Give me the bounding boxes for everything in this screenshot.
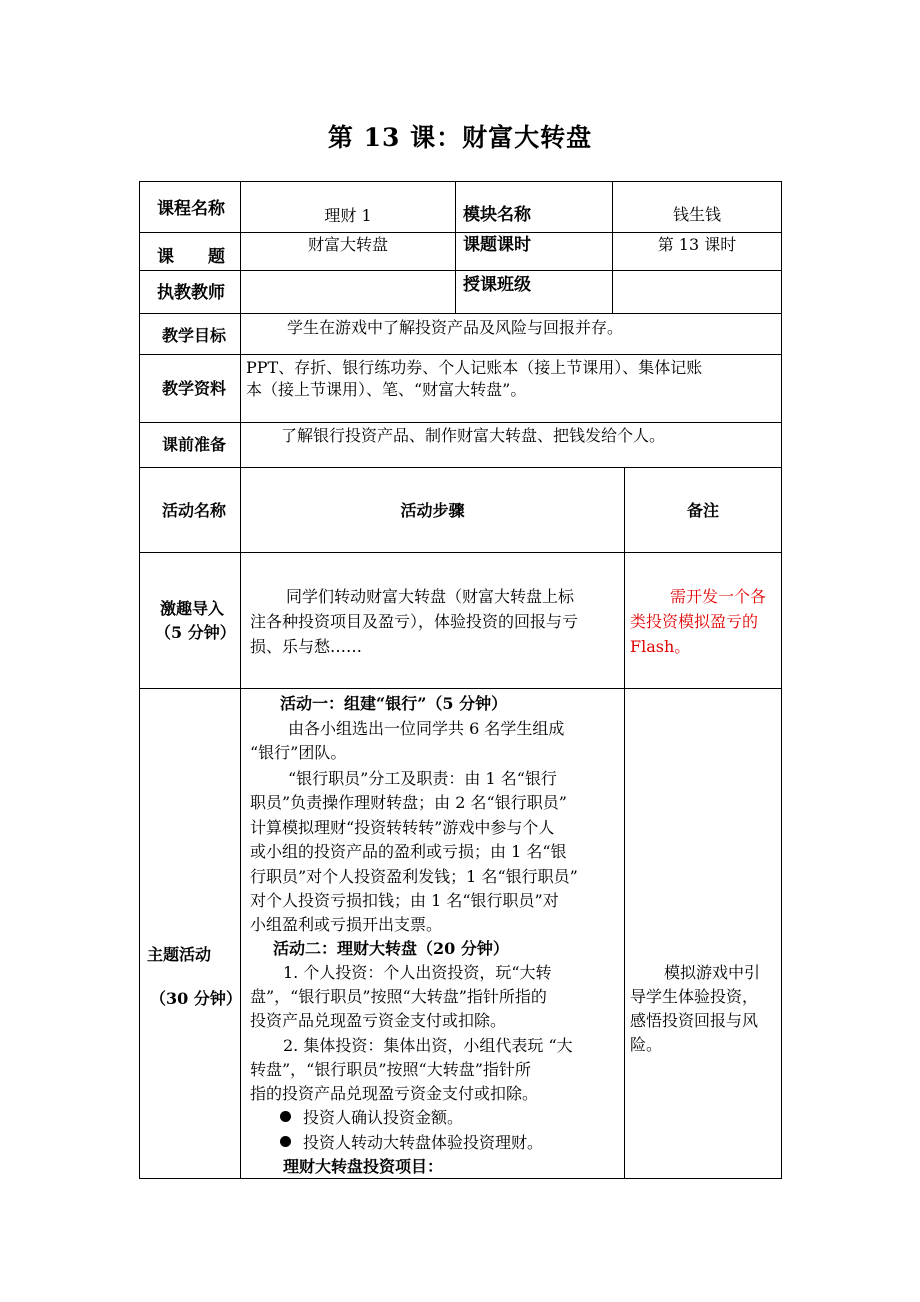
row-divider: [140, 232, 781, 233]
row-divider: [140, 467, 781, 468]
bullet-icon: [280, 1136, 291, 1147]
activity1-line: 由各小组选出一位同学共 6 名学生组成: [288, 719, 565, 738]
intro-duration: （5 分钟）: [155, 623, 236, 642]
intro-steps-line2: 注各种投资项目及盈亏），体验投资的回报与亏: [250, 612, 579, 631]
lesson-plan-table: [139, 181, 782, 1179]
topic-label: 课 题: [157, 247, 225, 267]
main-activity-duration: （30 分钟）: [150, 989, 242, 1008]
activity2-line: 转盘”，“银行职员”按照“大转盘”指针所: [250, 1060, 531, 1079]
col-divider: [624, 467, 625, 1179]
row-divider: [140, 688, 781, 689]
bullet-text: 投资人转动大转盘体验投资理财。: [303, 1133, 544, 1152]
col-divider: [240, 182, 241, 1179]
materials-line1: PPT、存折、银行练功券、个人记账本（接上节课用）、集体记账: [246, 358, 703, 377]
bullet-item: [280, 1132, 543, 1154]
prep-label: 课前准备: [162, 435, 227, 454]
objectives-label: 教学目标: [162, 326, 227, 345]
intro-name: 激趣导入: [160, 599, 225, 618]
hours-label: 课题课时: [463, 235, 531, 255]
intro-note-line3: Flash。: [630, 637, 691, 656]
teacher-label: 执教教师: [157, 283, 225, 303]
materials-label: 教学资料: [162, 379, 227, 398]
row-divider: [140, 354, 781, 355]
main-activity-name: 主题活动: [147, 945, 212, 964]
activity1-line: 或小组的投资产品的盈利或亏损；由 1 名“银: [250, 842, 567, 861]
row-divider: [140, 313, 781, 314]
activity1-line: 对个人投资亏损扣钱；由 1 名“银行职员”对: [250, 891, 559, 910]
intro-note-line1: 需开发一个各: [670, 587, 767, 606]
activity1-line: 计算模拟理财“投资转转转”游戏中参与个人: [250, 818, 555, 837]
module-label: 模块名称: [463, 205, 531, 225]
activity-steps-header: 活动步骤: [400, 501, 465, 520]
activity1-line: “银行”团队。: [250, 743, 347, 762]
activity2-line: 投资产品兑现盈亏资金支付或扣除。: [250, 1011, 507, 1030]
activity1-line: 职员”负责操作理财转盘；由 2 名“银行职员”: [250, 793, 567, 812]
bullet-text: 投资人确认投资金额。: [303, 1108, 464, 1127]
topic-value: 财富大转盘: [307, 235, 388, 254]
activity1-line: 小组盈利或亏损开出支票。: [250, 915, 443, 934]
main-note-line: 导学生体验投资，: [630, 987, 759, 1006]
main-note-line: 险。: [630, 1035, 663, 1054]
row-divider: [140, 422, 781, 423]
projects-title: 理财大转盘投资项目：: [283, 1157, 444, 1176]
prep-text: 了解银行投资产品、制作财富大转盘、把钱发给个人。: [281, 426, 666, 445]
row-divider: [140, 552, 781, 553]
activity2-line: 2. 集体投资：集体出资，小组代表玩 “大: [283, 1036, 573, 1055]
activity1-title: 活动一：组建“银行”（5 分钟）: [280, 694, 508, 713]
intro-steps-line3: 损、乐与愁……: [250, 637, 363, 656]
col-divider: [455, 182, 456, 313]
bullet-icon: [280, 1111, 291, 1122]
main-note-line: 模拟游戏中引: [664, 963, 761, 982]
activity1-line: “银行职员”分工及职责：由 1 名“银行: [288, 769, 557, 788]
activity2-line: 盘”，“银行职员”按照“大转盘”指针所指的: [250, 987, 547, 1006]
hours-value: 第 13 课时: [657, 235, 737, 254]
module-value: 钱生钱: [672, 205, 721, 224]
intro-note-line2: 类投资模拟盈亏的: [630, 612, 759, 631]
activity2-line: 指的投资产品兑现盈亏资金支付或扣除。: [250, 1084, 539, 1103]
class-label: 授课班级: [463, 275, 531, 295]
activity-notes-header: 备注: [686, 501, 719, 520]
activity2-line: 1. 个人投资：个人出资投资，玩“大转: [283, 963, 552, 982]
activity2-title: 活动二：理财大转盘（20 分钟）: [273, 939, 509, 958]
main-note-line: 感悟投资回报与风: [630, 1011, 759, 1030]
activity1-line: 行职员”对个人投资盈利发钱；1 名“银行职员”: [250, 867, 578, 886]
course-name-value: 理财 1: [324, 206, 372, 225]
course-name-label: 课程名称: [157, 199, 225, 219]
materials-line2: 本（接上节课用）、笔、“财富大转盘”。: [246, 380, 527, 399]
intro-steps-line1: 同学们转动财富大转盘（财富大转盘上标: [286, 587, 575, 606]
page-title: 第 13 课：财富大转盘: [327, 123, 593, 152]
activity-name-header: 活动名称: [162, 501, 227, 520]
objectives-text: 学生在游戏中了解投资产品及风险与回报并存。: [287, 318, 624, 337]
bullet-item: [280, 1107, 463, 1129]
row-divider: [140, 270, 781, 271]
